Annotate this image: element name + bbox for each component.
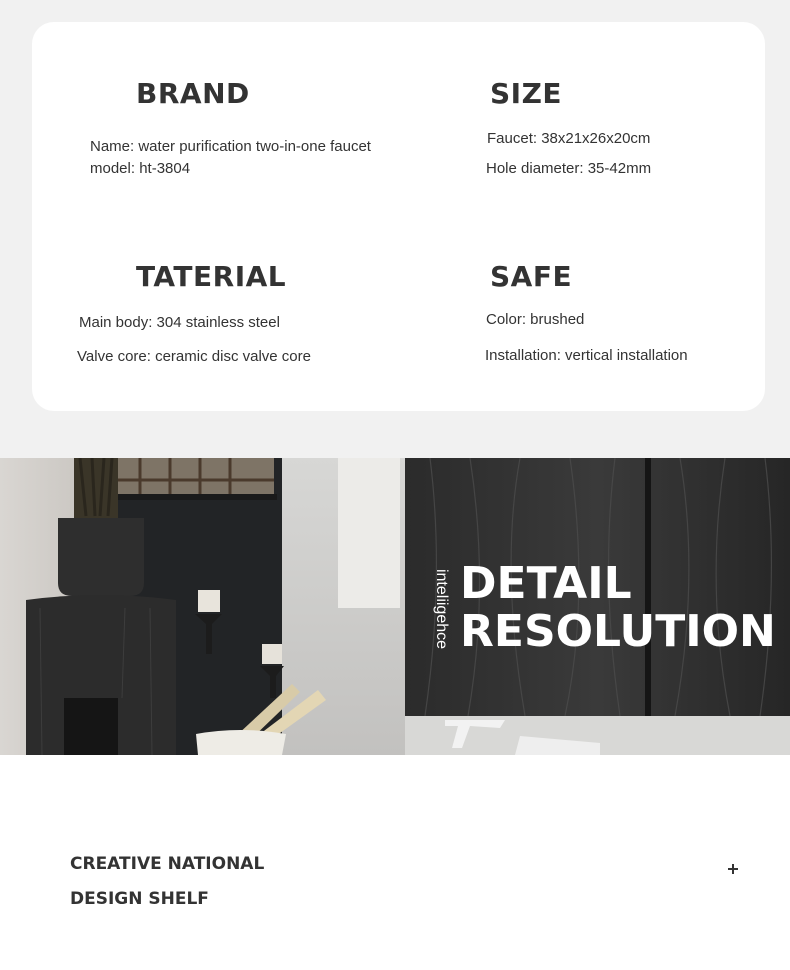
section-title (70, 847, 264, 917)
safe-install-line: Installation: vertical installation (485, 347, 688, 364)
material-body-line: Main body: 304 stainless steel (79, 314, 280, 331)
material-heading: TATERIAL (136, 260, 287, 293)
size-faucet-line: Faucet: 38x21x26x20cm (487, 130, 651, 147)
size-hole-line: Hole diameter: 35-42mm (486, 160, 652, 177)
brand-name-line: Name: water purification two-in-one faucet (90, 138, 371, 155)
banner-title-line1: DETAIL (460, 558, 632, 609)
safe-heading: SAFE (490, 260, 573, 293)
size-heading: SIZE (490, 77, 563, 110)
safe-color-line: Color: brushed (486, 311, 585, 328)
section-title-line2: DESIGN SHELF (70, 889, 209, 909)
brand-heading: BRAND (136, 77, 250, 110)
banner-title (460, 560, 776, 656)
material-valve-line: Valve core: ceramic disc valve core (77, 348, 311, 365)
side-tagline (427, 566, 455, 652)
side-tagline-text: inteliigehce (433, 568, 450, 650)
plus-icon[interactable] (724, 860, 742, 878)
banner-title-line2: RESOLUTION (460, 606, 776, 657)
brand-model-line: model: ht-3804 (90, 160, 191, 177)
section-title-line1: CREATIVE NATIONAL (70, 854, 265, 874)
